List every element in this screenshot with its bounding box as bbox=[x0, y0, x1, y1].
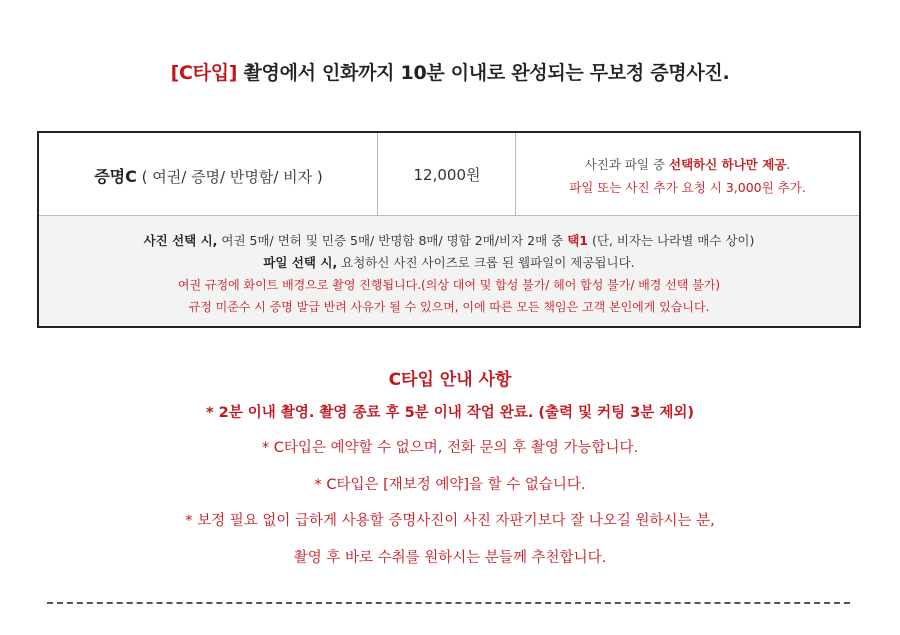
product-desc-cell bbox=[516, 133, 859, 215]
notice-item: * 보정 필요 없이 급하게 사용할 증명사진이 사진 자판기보다 잘 나오길 원하시는 분, bbox=[185, 513, 715, 529]
product-desc-line1: 사진과 파일 중 선택하신 하나만 제공. bbox=[584, 157, 791, 172]
notice-item: * C타입은 [재보정 예약]을 할 수 없습니다. bbox=[314, 477, 586, 493]
photo-option-line: 사진 선택 시, 여권 5매/ 면허 및 민증 5매/ 반명함 8매/ 명함 2매/비자 2매 중 택1 (단, 비자는 나라별 매수 상이) bbox=[143, 233, 755, 248]
product-price-cell bbox=[378, 133, 516, 215]
product-info-box bbox=[37, 131, 861, 328]
headline-type-tag: [C타입] bbox=[170, 62, 238, 84]
notice-item: * C타입은 예약할 수 없으며, 전화 문의 후 촬영 가능합니다. bbox=[261, 440, 639, 456]
notice-title: C타입 안내 사항 bbox=[388, 370, 512, 390]
file-option-line: 파일 선택 시, 요청하신 사진 사이즈로 크롭 된 웹파일이 제공됩니다. bbox=[263, 255, 635, 270]
page-headline bbox=[0, 58, 900, 85]
product-price: 12,000원 bbox=[413, 166, 481, 184]
file-option-label: 파일 선택 시, bbox=[263, 255, 338, 270]
dashed-divider bbox=[47, 602, 850, 604]
passport-rule-note: 여권 규정에 화이트 배경으로 촬영 진행됩니다.(의상 대여 및 합성 불가/ 헤어 합성 불가/ 배경 선택 불가) bbox=[177, 278, 721, 292]
notice-item: * 2분 이내 촬영. 촬영 종료 후 5분 이내 작업 완료. (출력 및 커팅 3분 제외) bbox=[205, 405, 694, 421]
desc-highlight: 선택하신 하나만 제공 bbox=[669, 157, 787, 172]
product-name: 증명C bbox=[94, 167, 137, 186]
product-row bbox=[39, 133, 859, 215]
photo-option-label: 사진 선택 시, bbox=[143, 233, 218, 248]
pick-one-label: 택1 bbox=[567, 233, 588, 248]
product-name-cell bbox=[39, 133, 378, 215]
product-details bbox=[39, 215, 859, 326]
product-types: ( 여권/ 증명/ 반명함/ 비자 ) bbox=[136, 168, 323, 186]
liability-note: 규정 미준수 시 증명 발급 반려 사유가 될 수 있으며, 이에 따른 모든 책임은 고객 본인에게 있습니다. bbox=[188, 300, 710, 314]
product-desc-line2: 파일 또는 사진 추가 요청 시 3,000원 추가. bbox=[569, 180, 806, 195]
notice-item: 촬영 후 바로 수취를 원하시는 분들께 추천합니다. bbox=[293, 550, 607, 566]
headline-text: 촬영에서 인화까지 10분 이내로 완성되는 무보정 증명사진. bbox=[237, 62, 730, 84]
